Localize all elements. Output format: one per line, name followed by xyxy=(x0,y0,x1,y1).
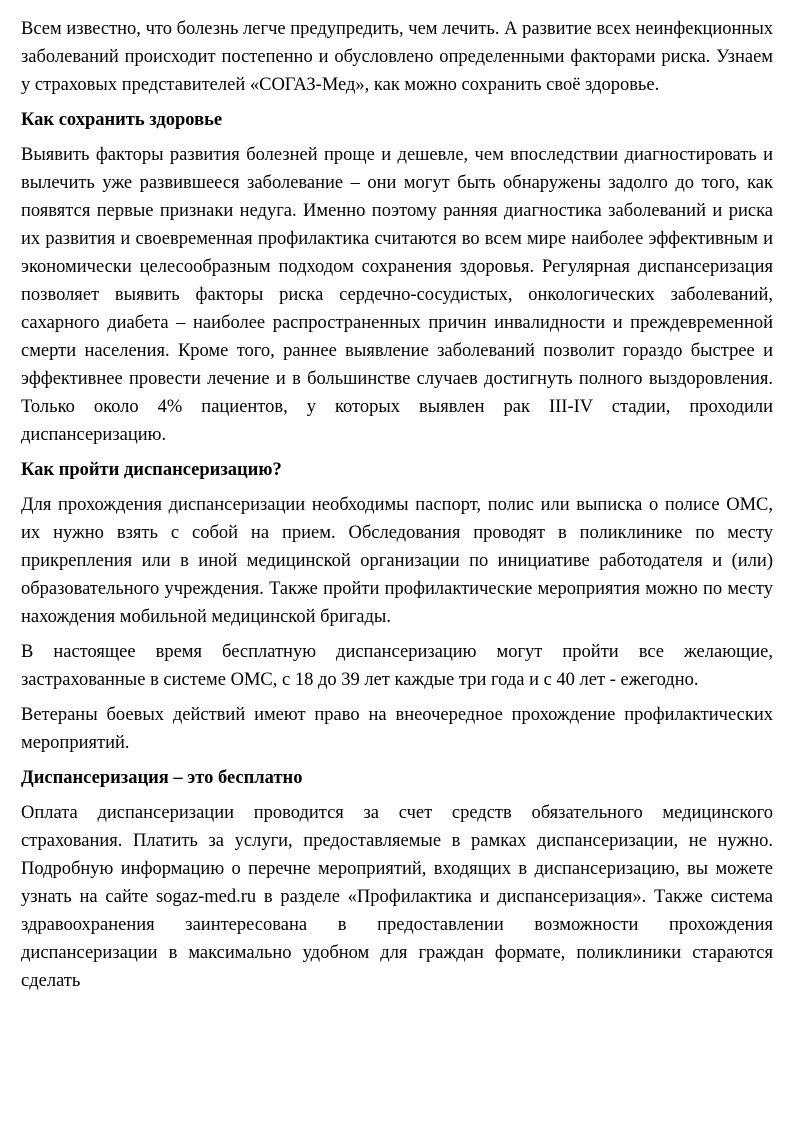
intro-paragraph: Всем известно, что болезнь легче предупредить, чем лечить. А развитие всех неинфекционных заболеваний происходит постепенно и обусловлено определенными факторами риска. Узнаем у страховых представителей «СОГАЗ-Мед», как можно сохранить своё здоровье. xyxy=(21,19,773,95)
paragraph-early-diagnostics: Выявить факторы развития болезней проще и дешевле, чем впоследствии диагностировать и вылечить уже развившееся заболевание – они могут быть обнаружены задолго до того, как появятся первые признаки недуга. Именно поэтому ранняя диагностика заболеваний и риска их развития и своевременная профилактика считаются во всем мире наиболее эффективным и экономически целесообразным подходом сохранения здоровья. Регулярная диспансеризация позволяет выявить факторы риска сердечно-сосудистых, онкологических заболеваний, сахарного диабета – наиболее распространенных причин инвалидности и преждевременной смерти населения. Кроме того, раннее выявление заболеваний позволит гораздо быстрее и эффективнее провести лечение и в большинстве случаев достигнуть полного выздоровления. Только около 4% пациентов, у которых выявлен рак III-IV стадии, проходили диспансеризацию. xyxy=(21,145,773,445)
section-heading-keep-health: Как сохранить здоровье xyxy=(21,110,223,130)
paragraph-payment-info: Оплата диспансеризации проводится за счет средств обязательного медицинского страхования. Платить за услуги, предоставляемые в рамках диспансеризации, не нужно. Подробную информацию о перечне мероприятий, входящих в диспансеризацию, вы можете узнать на сайте sogaz-med.ru в разделе «Профилактика и диспансеризация». Также система здравоохранения заинтересована в предоставлении возможности прохождения диспансеризации в максимально удобном для граждан формате, поликлиники стараются сделать xyxy=(21,803,773,991)
paragraph-documents-needed: Для прохождения диспансеризации необходимы паспорт, полис или выписка о полисе ОМС, их нужно взять с собой на прием. Обследования проводят в поликлинике по месту прикрепления или в иной медицинской организации по инициативе работодателя и (или) образовательного учреждения. Также пройти профилактические мероприятия можно по месту нахождения мобильной медицинской бригады. xyxy=(21,495,773,627)
section-heading-how-to-pass: Как пройти диспансеризацию? xyxy=(21,460,282,480)
section-heading-free-of-charge: Диспансеризация – это бесплатно xyxy=(21,768,303,788)
paragraph-veterans: Ветераны боевых действий имеют право на внеочередное прохождение профилактических мероприятий. xyxy=(21,705,773,753)
paragraph-eligibility: В настоящее время бесплатную диспансеризацию могут пройти все желающие, застрахованные в системе ОМС, с 18 до 39 лет каждые три года и с 40 лет - ежегодно. xyxy=(21,642,773,690)
